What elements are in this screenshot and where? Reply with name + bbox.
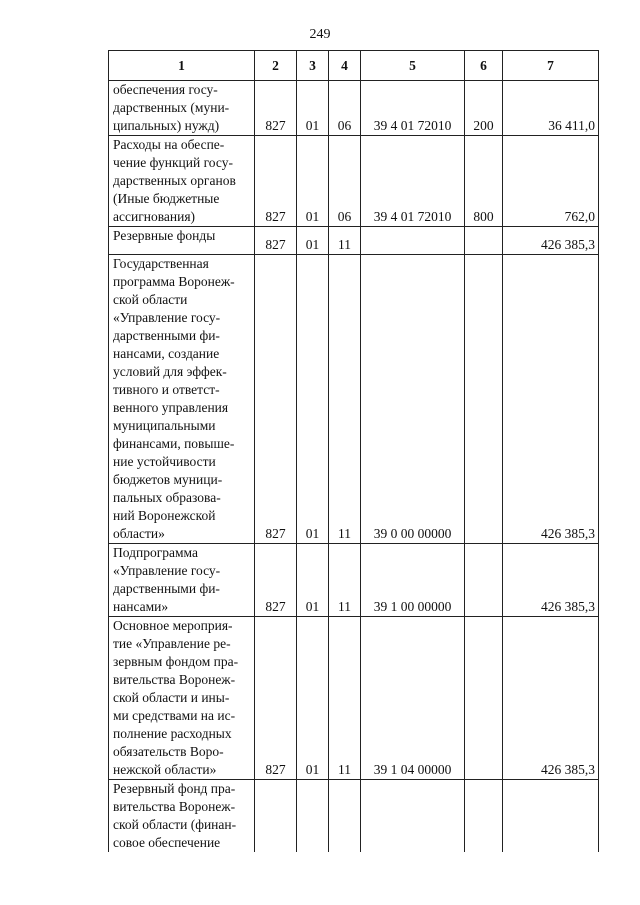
row-cell-5: 39 4 01 72010: [361, 136, 465, 227]
row-cell-4: 11: [329, 544, 361, 617]
row-cell-7: 426 385,3: [503, 544, 599, 617]
row-cell-6: 200: [465, 81, 503, 136]
column-header-2: 2: [255, 51, 297, 81]
row-cell-3: 01: [297, 617, 329, 780]
row-cell-6: [465, 227, 503, 255]
row-cell-3: 01: [297, 544, 329, 617]
row-name-cell: Основное мероприя- тие «Управление ре- зервным фондом пра- вительства Воронеж- ской области и ины- ми средствами на ис- полнение расходных обязательств Воро- нежской области»: [109, 617, 255, 780]
column-header-1: 1: [109, 51, 255, 81]
row-cell-5: 39 1 04 00000: [361, 617, 465, 780]
row-cell-3: 01: [297, 136, 329, 227]
row-cell-6: [465, 617, 503, 780]
row-cell-5: 39 0 00 00000: [361, 255, 465, 544]
row-cell-3: 01: [297, 255, 329, 544]
row-cell-2: 827: [255, 227, 297, 255]
row-cell-7: 426 385,3: [503, 617, 599, 780]
table-header-row: [109, 51, 599, 81]
row-name-cell: Расходы на обеспе- чение функций госу- дарственных органов (Иные бюджетные ассигнования): [109, 136, 255, 227]
row-cell-7: 426 385,3: [503, 227, 599, 255]
column-header-3: 3: [297, 51, 329, 81]
row-cell-6: [465, 255, 503, 544]
row-cell-4: 11: [329, 255, 361, 544]
row-cell-3: 01: [297, 227, 329, 255]
row-cell-2: 827: [255, 136, 297, 227]
row-cell-2: 827: [255, 544, 297, 617]
budget-table: [108, 50, 599, 852]
table-row: [109, 81, 599, 136]
column-header-7: 7: [503, 51, 599, 81]
row-cell-7: 762,0: [503, 136, 599, 227]
row-cell-4: 06: [329, 81, 361, 136]
row-cell-4: 11: [329, 227, 361, 255]
row-cell-5: [361, 780, 465, 853]
table-row: [109, 136, 599, 227]
table-row: [109, 617, 599, 780]
row-name-cell: Резервный фонд пра- вительства Воронеж- ской области (финан- совое обеспечение: [109, 780, 255, 853]
row-cell-6: [465, 544, 503, 617]
column-header-5: 5: [361, 51, 465, 81]
column-header-6: 6: [465, 51, 503, 81]
row-cell-7: 426 385,3: [503, 255, 599, 544]
row-name-cell: Резервные фонды: [109, 227, 255, 255]
row-name-cell: обеспечения госу- дарственных (муни- ципальных) нужд): [109, 81, 255, 136]
table-row: [109, 544, 599, 617]
row-cell-4: [329, 780, 361, 853]
page-number: 249: [309, 27, 331, 42]
row-cell-3: 01: [297, 81, 329, 136]
row-cell-5: 39 4 01 72010: [361, 81, 465, 136]
row-name-cell: Подпрограмма «Управление госу- дарственными фи- нансами»: [109, 544, 255, 617]
row-cell-4: 11: [329, 617, 361, 780]
row-cell-4: 06: [329, 136, 361, 227]
row-cell-5: 39 1 00 00000: [361, 544, 465, 617]
table-row: [109, 780, 599, 853]
row-cell-2: 827: [255, 617, 297, 780]
row-cell-6: [465, 780, 503, 853]
row-cell-2: 827: [255, 255, 297, 544]
table-row: [109, 227, 599, 255]
row-name-cell: Государственная программа Воронеж- ской области «Управление госу- дарственными фи- нансами, создание условий для эффек- тивного и ответст- венного управления муниципальными финансами, повыше- ние устойчивости бюджетов муници- пальных образова- ний Воронежской области»: [109, 255, 255, 544]
row-cell-7: [503, 780, 599, 853]
column-header-4: 4: [329, 51, 361, 81]
table-row: [109, 255, 599, 544]
row-cell-6: 800: [465, 136, 503, 227]
row-cell-2: 827: [255, 81, 297, 136]
row-cell-5: [361, 227, 465, 255]
row-cell-2: [255, 780, 297, 853]
row-cell-7: 36 411,0: [503, 81, 599, 136]
row-cell-3: [297, 780, 329, 853]
